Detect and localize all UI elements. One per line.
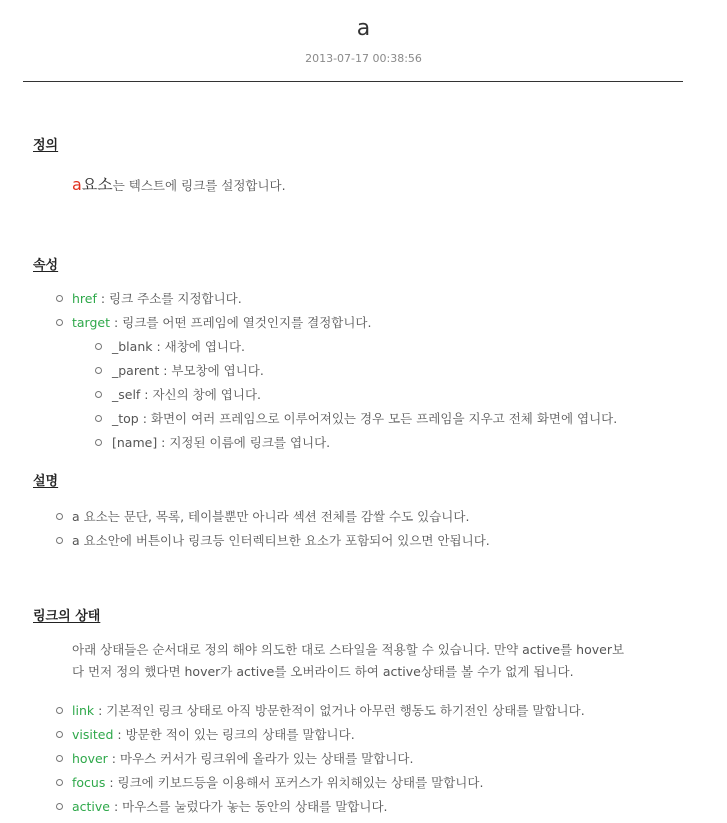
- state-desc: : 기본적인 링크 상태로 아직 방문한적이 없거나 아무런 행동도 하기전인 상태를 말합니다.: [94, 703, 585, 718]
- target-value-text: [name] : 지정된 이름에 링크를 엽니다.: [112, 435, 331, 450]
- description-text: a 요소는 문단, 목록, 테이블뿐만 아니라 섹션 전체를 감쌀 수도 있습니다.: [72, 509, 470, 524]
- circle-bullet-icon: [56, 295, 63, 302]
- list-item-href: [0, 289, 371, 313]
- attr-desc: : 링크를 어떤 프레임에 열것인지를 결정합니다.: [110, 315, 372, 330]
- section-heading-description: 설명: [33, 474, 59, 489]
- circle-bullet-icon: [95, 367, 102, 374]
- target-value-text: _blank : 새창에 엽니다.: [112, 339, 246, 354]
- list-item-visited: [0, 725, 585, 749]
- circle-bullet-icon: [56, 803, 63, 810]
- state-key: focus: [72, 775, 106, 790]
- description-text: a 요소안에 버튼이나 링크등 인터렉티브한 요소가 포함되어 있으면 안됩니다.: [72, 533, 490, 548]
- target-value-text: _self : 자신의 창에 엽니다.: [112, 387, 262, 402]
- state-desc: : 링크에 키보드등을 이용해서 포커스가 위치해있는 상태를 말합니다.: [105, 775, 484, 790]
- circle-bullet-icon: [56, 537, 63, 544]
- list-item: [0, 409, 617, 433]
- list-item-focus: [0, 773, 585, 797]
- link-state-list: [0, 701, 585, 821]
- definition-rest: 는 텍스트에 링크를 설정합니다.: [112, 178, 286, 193]
- attr-key: target: [72, 315, 111, 330]
- circle-bullet-icon: [95, 391, 102, 398]
- list-item: [0, 433, 617, 457]
- state-desc: : 방문한 적이 있는 링크의 상태를 말합니다.: [113, 727, 355, 742]
- list-item: [0, 361, 617, 385]
- section-heading-attributes: 속성: [33, 258, 59, 273]
- attr-key: href: [72, 291, 97, 306]
- state-desc: : 마우스 커서가 링크위에 올라가 있는 상태를 말합니다.: [107, 751, 414, 766]
- definition-element-name: a: [72, 175, 82, 194]
- attr-desc: : 링크 주소를 지정합니다.: [96, 291, 242, 306]
- list-item: [0, 337, 617, 361]
- section-heading-link-states: 링크의 상태: [33, 609, 101, 624]
- target-value-text: _top : 화면이 여러 프레임으로 이루어져있는 경우 모든 프레임을 지우고 전체 화면에 엽니다.: [112, 411, 618, 426]
- states-intro-line-1: 아래 상태들은 순서대로 정의 해야 의도한 대로 스타일을 적용할 수 있습니다. 만약 active를 hover보: [72, 642, 625, 657]
- circle-bullet-icon: [95, 343, 102, 350]
- circle-bullet-icon: [56, 731, 63, 738]
- list-item: [0, 531, 490, 555]
- attribute-list: [0, 289, 371, 337]
- circle-bullet-icon: [56, 319, 63, 326]
- page-title: a: [356, 16, 371, 41]
- list-item-active: [0, 797, 585, 821]
- state-key: active: [72, 799, 110, 814]
- circle-bullet-icon: [56, 707, 63, 714]
- header-divider: [23, 81, 683, 82]
- definition-text: [72, 174, 286, 197]
- state-key: hover: [72, 751, 108, 766]
- list-item-link: [0, 701, 585, 725]
- states-intro-line-2: 다 먼저 정의 했다면 hover가 active를 오버라이드 하여 active상태를 볼 수가 없게 됩니다.: [72, 664, 574, 679]
- state-desc: : 마우스를 눌렀다가 놓는 동안의 상태를 말합니다.: [110, 799, 388, 814]
- section-heading-definition: 정의: [33, 138, 59, 153]
- circle-bullet-icon: [56, 513, 63, 520]
- states-intro: [72, 639, 682, 683]
- post-date: 2013-07-17 00:38:56: [305, 52, 422, 65]
- list-item-target: [0, 313, 371, 337]
- list-item: [0, 385, 617, 409]
- state-key: link: [72, 703, 95, 718]
- description-list: [0, 507, 490, 555]
- circle-bullet-icon: [95, 415, 102, 422]
- definition-element-word: 요소: [81, 175, 113, 194]
- target-value-text: _parent : 부모창에 엽니다.: [112, 363, 264, 378]
- target-value-list: [0, 337, 617, 457]
- circle-bullet-icon: [95, 439, 102, 446]
- state-key: visited: [72, 727, 114, 742]
- circle-bullet-icon: [56, 779, 63, 786]
- circle-bullet-icon: [56, 755, 63, 762]
- list-item-hover: [0, 749, 585, 773]
- list-item: [0, 507, 490, 531]
